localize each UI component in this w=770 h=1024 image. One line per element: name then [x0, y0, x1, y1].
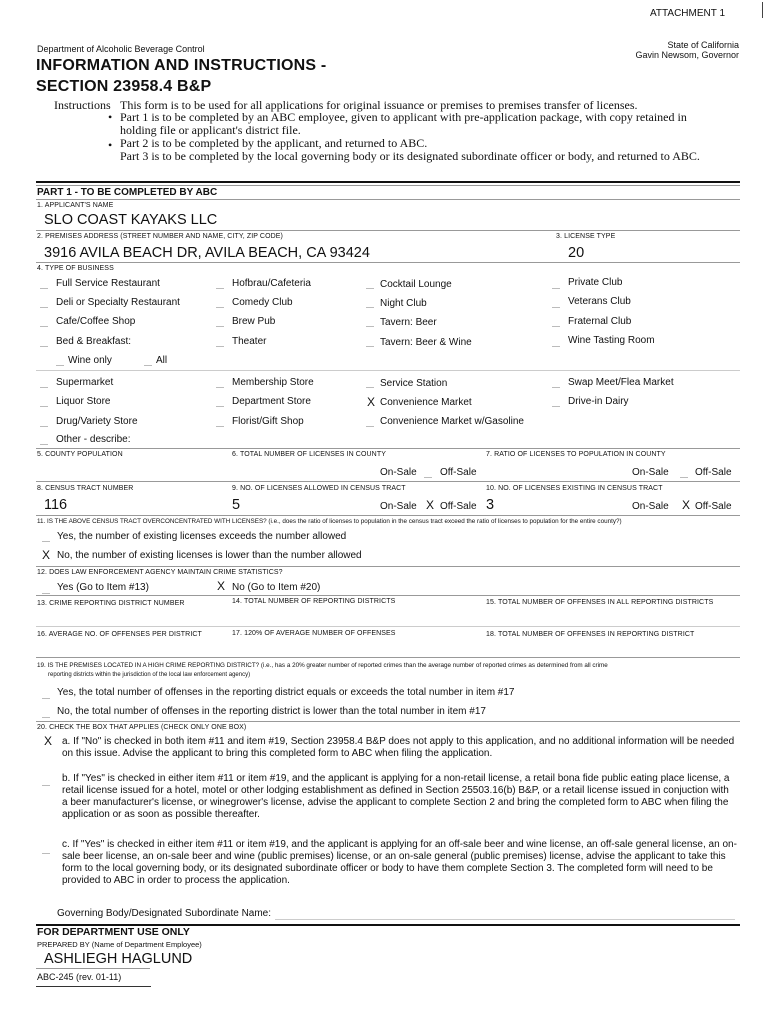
option-florist-gift-shop[interactable]: Florist/Gift Shop	[232, 416, 304, 427]
section-rule-thin	[36, 185, 740, 186]
premises-address-value[interactable]: 3916 AVILA BEACH DR, AVILA BEACH, CA 93424	[44, 245, 370, 261]
census-tract-label: 8. CENSUS TRACT NUMBER	[37, 485, 134, 492]
prepared-by-value[interactable]: ASHLIEGH HAGLUND	[44, 951, 193, 967]
option-hofbrau[interactable]: Hofbrau/Cafeteria	[232, 278, 311, 289]
option-private-club[interactable]: Private Club	[568, 277, 623, 288]
percent-average-label: 17. 120% OF AVERAGE NUMBER OF OFFENSES	[232, 630, 396, 637]
checkbox[interactable]	[42, 709, 50, 718]
option-full-service-restaurant[interactable]: Full Service Restaurant	[56, 278, 160, 289]
option-bed-breakfast[interactable]: Bed & Breakfast:	[56, 336, 132, 347]
divider	[36, 370, 740, 371]
checkbox[interactable]	[40, 398, 48, 407]
option-cocktail-lounge[interactable]: Cocktail Lounge	[380, 279, 452, 290]
license-type-label: 3. LICENSE TYPE	[556, 233, 616, 240]
checkbox[interactable]	[366, 318, 374, 327]
checkbox[interactable]	[552, 280, 560, 289]
checkmark-x: X	[217, 579, 226, 593]
overconcentrated-label: 11. IS THE ABOVE CENSUS TRACT OVERCONCENTRATED WITH LICENSES? (i.e., does the ratio of licenses to population in the census tract exceed the ratio of licenses to population for the entire county?)	[37, 518, 622, 525]
divider	[36, 448, 740, 449]
overconcentrated-no[interactable]: No, the number of existing licenses is lower than the number allowed	[57, 550, 362, 561]
instructions-line1: This form is to be used for all applications for original issuance or premises to premises transfer of licenses.	[120, 98, 638, 112]
divider	[36, 968, 150, 969]
crime-stats-no[interactable]: No (Go to Item #20)	[232, 582, 321, 593]
checkbox[interactable]	[56, 357, 64, 366]
department-use-heading: FOR DEPARTMENT USE ONLY	[37, 926, 190, 938]
divider	[36, 262, 740, 263]
off-sale-label: Off-Sale	[440, 467, 477, 478]
high-crime-yes[interactable]: Yes, the total number of offenses in the reporting district equals or exceeds the total number in item #17	[57, 687, 515, 698]
on-sale-label: On-Sale	[380, 467, 417, 478]
bullet-icon: •	[108, 138, 113, 152]
high-crime-label: 19. IS THE PREMISES LOCATED IN A HIGH CRIME REPORTING DISTRICT? (i.e., has a 20% greater number of reported crimes than the average number of reported crimes as determined from all crime	[37, 662, 608, 669]
applicant-name-label: 1. APPLICANT'S NAME	[37, 202, 114, 209]
licenses-existing-value[interactable]: 3	[486, 497, 495, 513]
corner-mark	[762, 2, 763, 18]
checkbox[interactable]	[216, 299, 224, 308]
divider	[36, 721, 740, 722]
crime-stats-yes[interactable]: Yes (Go to Item #13)	[57, 582, 149, 593]
total-reporting-districts-label: 14. TOTAL NUMBER OF REPORTING DISTRICTS	[232, 598, 396, 605]
state-name: State of California	[667, 40, 739, 50]
option-supermarket[interactable]: Supermarket	[56, 377, 114, 388]
option-liquor-store[interactable]: Liquor Store	[56, 396, 111, 407]
census-tract-value[interactable]: 116	[44, 497, 68, 513]
divider	[36, 626, 740, 627]
option-20a-line1[interactable]: a. If "No" is checked in both item #11 and item #19, Section 23958.4 B&P does not apply to this application, and no additional information will be needed	[62, 736, 735, 747]
checkbox[interactable]	[216, 418, 224, 427]
checkbox[interactable]	[40, 318, 48, 327]
checkbox[interactable]	[552, 379, 560, 388]
checkmark-x: X	[44, 734, 53, 748]
on-sale-label: On-Sale	[632, 467, 669, 478]
checkbox[interactable]	[216, 379, 224, 388]
page-subtitle: SECTION 23958.4 B&P	[36, 78, 212, 95]
divider	[36, 481, 740, 482]
instructions-label: Instructions	[54, 98, 111, 112]
instructions-bullet1b: holding file or applicant's district file.	[120, 123, 301, 137]
option-membership-store[interactable]: Membership Store	[232, 377, 314, 388]
checkbox[interactable]	[424, 469, 432, 478]
licenses-existing-label: 10. NO. OF LICENSES EXISTING IN CENSUS TRACT	[486, 485, 663, 492]
governing-body-field[interactable]	[275, 919, 735, 920]
checkbox[interactable]	[366, 280, 374, 289]
checkbox[interactable]	[680, 469, 688, 478]
option-20c[interactable]: c. If "Yes" is checked in either item #11 or item #19, and the applicant is applying for an off-sale beer and wine license, an off-sale general license, an on-sale beer license, an on-sale beer and wine (public premises) license, or an on-sale general (public premises) license, advise the applicant to take this form to the local governing body, or its designated subordinate officer or body to have them complete Section 3. The completed form will need to be provided to ABC in order to process the application.	[62, 839, 737, 886]
checkbox[interactable]	[40, 299, 48, 308]
checkbox[interactable]	[366, 379, 374, 388]
checkbox[interactable]	[144, 357, 152, 366]
off-sale-label: Off-Sale	[695, 467, 732, 478]
option-all[interactable]: All	[156, 355, 168, 366]
option-20a-line2: on this issue. Advise the applicant to bring this completed form to ABC when filing the application.	[62, 748, 493, 759]
section-rule	[36, 181, 740, 183]
checkbox[interactable]	[552, 398, 560, 407]
checkbox[interactable]	[40, 338, 48, 347]
checkbox[interactable]	[552, 318, 560, 327]
checkbox[interactable]	[366, 299, 374, 308]
option-20b[interactable]: b. If "Yes" is checked in either item #11 or item #19, and the applicant is applying for a non-retail license, a retail bona fide public eating place license, a retail license issued for a hotel, motel or other lodging establishment as defined in Section 25503.16(b) B&P, or a retail license issued in conjuction with a beer manufacturer's license, or winegrower's license, advise the applicant to complete Section 2 and bring the completed form to ABC when filing the application or as soon as possible thereafter.	[62, 773, 730, 820]
option-other-describe[interactable]: Other - describe:	[56, 434, 131, 445]
checkbox[interactable]	[40, 280, 48, 289]
option-department-store[interactable]: Department Store	[232, 396, 311, 407]
license-type-value[interactable]: 20	[568, 245, 585, 261]
average-offenses-label: 16. AVERAGE NO. OF OFFENSES PER DISTRICT	[37, 631, 202, 638]
option-fraternal-club[interactable]: Fraternal Club	[568, 316, 632, 327]
total-offenses-district-label: 18. TOTAL NUMBER OF OFFENSES IN REPORTING DISTRICT	[486, 631, 695, 638]
divider	[36, 595, 740, 596]
option-drug-variety-store[interactable]: Drug/Variety Store	[56, 416, 138, 427]
option-brew-pub[interactable]: Brew Pub	[232, 316, 276, 327]
crime-stats-label: 12. DOES LAW ENFORCEMENT AGENCY MAINTAIN CRIME STATISTICS?	[37, 569, 283, 576]
option-theater[interactable]: Theater	[232, 336, 267, 347]
licenses-allowed-value[interactable]: 5	[232, 497, 241, 513]
checkmark-x: X	[42, 548, 51, 562]
checkbox[interactable]	[42, 533, 50, 542]
bullet-icon: •	[108, 110, 113, 124]
option-deli-restaurant[interactable]: Deli or Specialty Restaurant	[56, 297, 180, 308]
ratio-licenses-label: 7. RATIO OF LICENSES TO POPULATION IN COUNTY	[486, 451, 666, 458]
licenses-allowed-label: 9. NO. OF LICENSES ALLOWED IN CENSUS TRACT	[232, 485, 406, 492]
option-tavern-beer-wine[interactable]: Tavern: Beer & Wine	[380, 337, 472, 348]
applicant-name-value[interactable]: SLO COAST KAYAKS LLC	[44, 212, 218, 228]
off-sale-label: Off-Sale	[695, 501, 732, 512]
prepared-by-label: PREPARED BY (Name of Department Employee)	[37, 940, 202, 949]
option-veterans-club[interactable]: Veterans Club	[568, 296, 631, 307]
on-sale-label: On-Sale	[632, 501, 669, 512]
crime-district-number-label: 13. CRIME REPORTING DISTRICT NUMBER	[37, 600, 185, 607]
option-drive-in-dairy[interactable]: Drive-in Dairy	[568, 396, 629, 407]
premises-address-label: 2. PREMISES ADDRESS (STREET NUMBER AND NAME, CITY, ZIP CODE)	[37, 233, 283, 240]
instructions-bullet2: Part 2 is to be completed by the applicant, and returned to ABC.	[120, 136, 428, 150]
option-service-station[interactable]: Service Station	[380, 378, 448, 389]
checkbox[interactable]	[42, 845, 50, 854]
option-wine-tasting-room[interactable]: Wine Tasting Room	[568, 335, 655, 346]
off-sale-label: Off-Sale	[440, 501, 477, 512]
divider	[36, 657, 740, 658]
option-cafe-coffee-shop[interactable]: Cafe/Coffee Shop	[56, 316, 136, 327]
checkmark-x: X	[682, 498, 691, 512]
divider	[36, 230, 740, 231]
part1-heading: PART 1 - TO BE COMPLETED BY ABC	[37, 187, 218, 198]
checkbox[interactable]	[552, 299, 560, 308]
form-id: ABC-245 (rev. 01-11)	[37, 972, 122, 982]
attachment-label: ATTACHMENT 1	[650, 8, 726, 19]
check-box-applies-label: 20. CHECK THE BOX THAT APPLIES (CHECK ONLY ONE BOX)	[37, 724, 247, 731]
total-licenses-county-label: 6. TOTAL NUMBER OF LICENSES IN COUNTY	[232, 451, 386, 458]
checkbox[interactable]	[42, 585, 50, 594]
checkbox[interactable]	[42, 777, 50, 786]
option-convenience-market-gasoline[interactable]: Convenience Market w/Gasoline	[380, 416, 524, 427]
option-convenience-market[interactable]: Convenience Market	[380, 397, 472, 408]
checkbox[interactable]	[40, 436, 48, 445]
county-population-label: 5. COUNTY POPULATION	[37, 451, 123, 458]
divider	[36, 986, 151, 987]
checkbox[interactable]	[42, 690, 50, 699]
checkbox[interactable]	[40, 418, 48, 427]
department-name: Department of Alcoholic Beverage Control	[37, 44, 205, 54]
divider	[36, 515, 740, 516]
checkbox[interactable]	[216, 398, 224, 407]
checkbox[interactable]	[40, 379, 48, 388]
checkbox[interactable]	[366, 418, 374, 427]
high-crime-no[interactable]: No, the total number of offenses in the reporting district is lower than the total number in item #17	[57, 706, 486, 717]
instructions-bullet1a: Part 1 is to be completed by an ABC employee, given to applicant with pre-application package, with copy retained in	[120, 110, 687, 124]
checkmark-x: X	[426, 498, 435, 512]
checkbox[interactable]	[216, 318, 224, 327]
option-night-club[interactable]: Night Club	[380, 298, 427, 309]
option-wine-only[interactable]: Wine only	[68, 355, 112, 366]
total-offenses-all-label: 15. TOTAL NUMBER OF OFFENSES IN ALL REPORTING DISTRICTS	[486, 599, 714, 606]
governor-name: Gavin Newsom, Governor	[635, 50, 739, 60]
checkmark-x: X	[367, 395, 376, 409]
option-swap-meet[interactable]: Swap Meet/Flea Market	[568, 377, 674, 388]
checkbox[interactable]	[216, 280, 224, 289]
page-title: INFORMATION AND INSTRUCTIONS -	[36, 57, 327, 74]
business-type-label: 4. TYPE OF BUSINESS	[37, 265, 114, 272]
governing-body-label: Governing Body/Designated Subordinate Name:	[57, 908, 272, 919]
divider	[36, 199, 740, 200]
checkbox[interactable]	[366, 338, 374, 347]
on-sale-label: On-Sale	[380, 501, 417, 512]
option-comedy-club[interactable]: Comedy Club	[232, 297, 293, 308]
checkbox[interactable]	[216, 338, 224, 347]
high-crime-label-cont: reporting districts within the jurisdiction of the local law enforcement agency)	[48, 672, 251, 678]
overconcentrated-yes[interactable]: Yes, the number of existing licenses exceeds the number allowed	[57, 531, 347, 542]
instructions-line3: Part 3 is to be completed by the local governing body or its designated subordinate officer or body, and returned to ABC.	[120, 149, 700, 163]
option-tavern-beer[interactable]: Tavern: Beer	[380, 317, 437, 328]
divider	[36, 566, 740, 567]
checkbox[interactable]	[552, 338, 560, 347]
